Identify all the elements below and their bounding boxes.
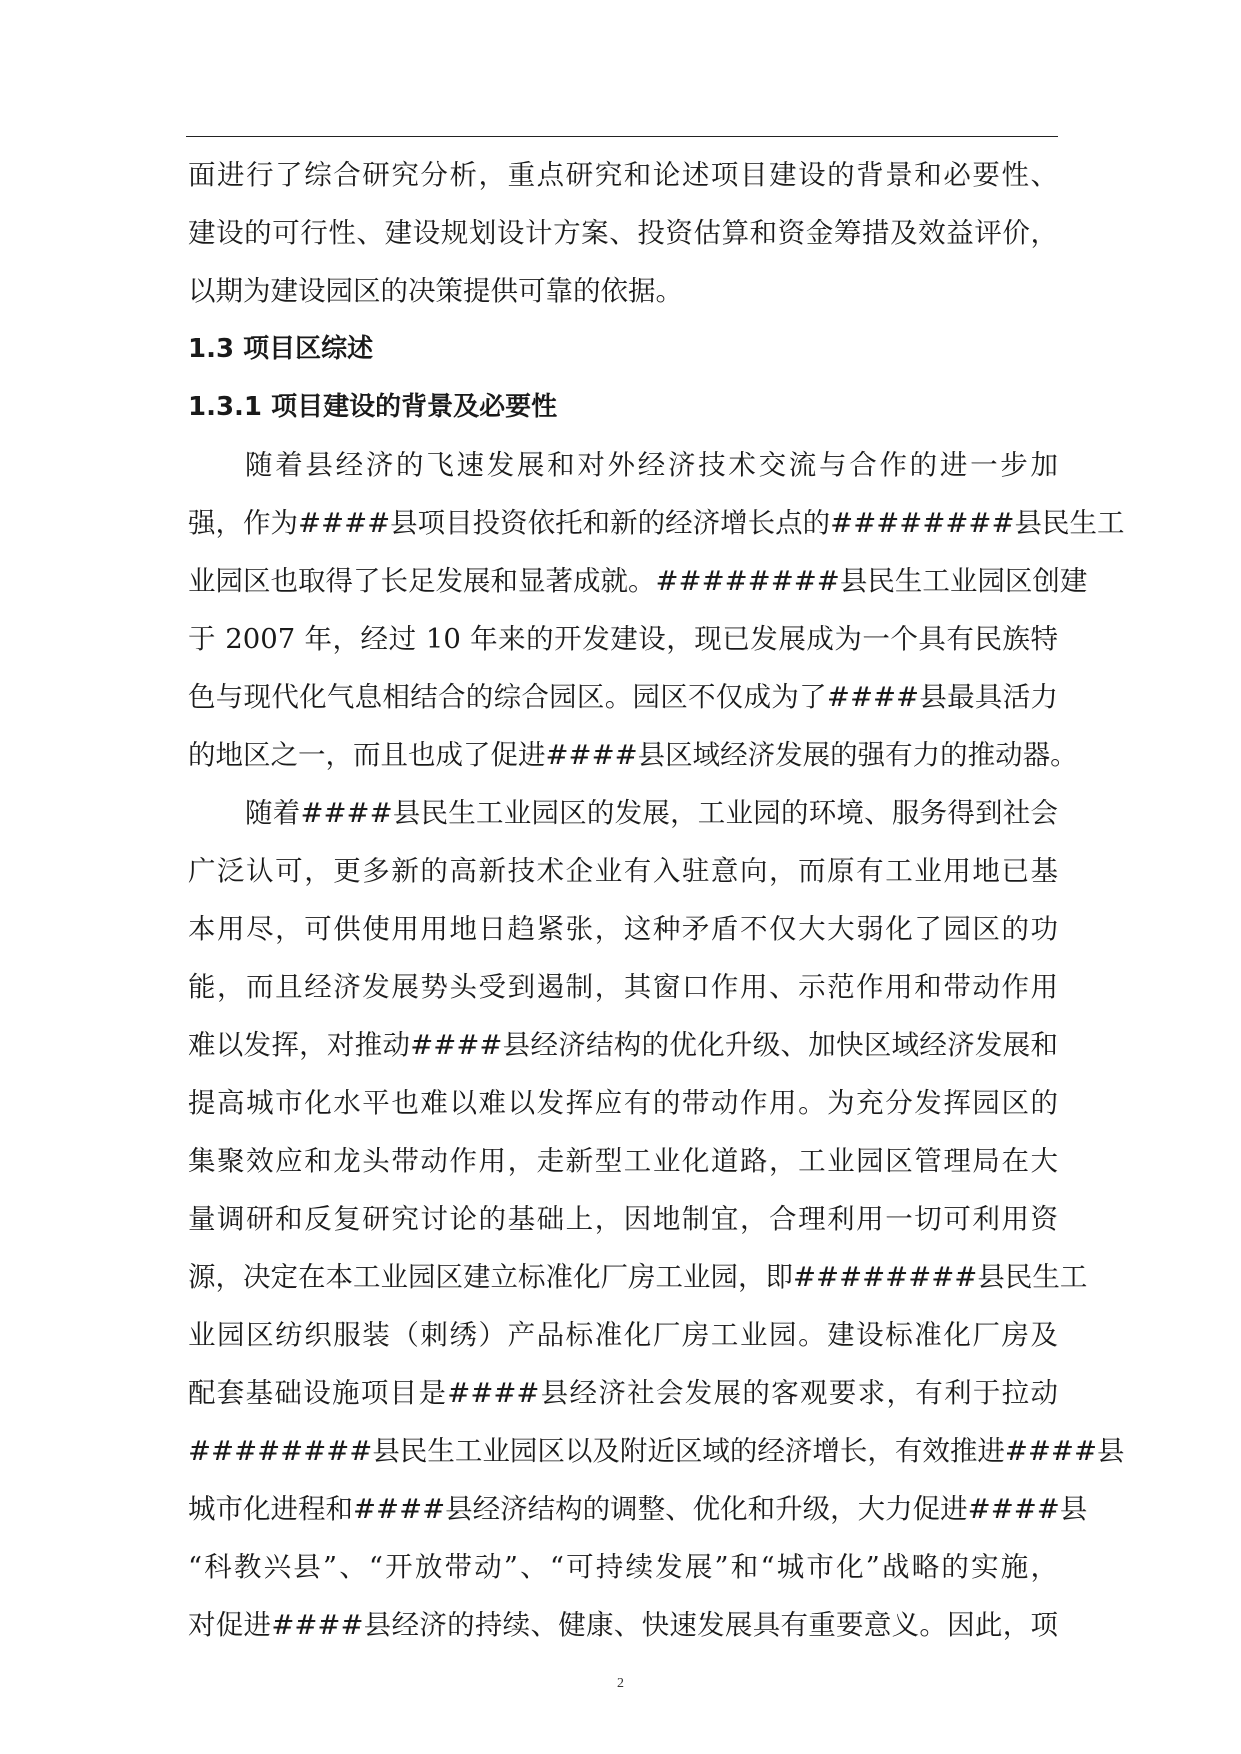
- paragraph-line: 对促进####县经济的持续、健康、快速发展具有重要意义。因此，项: [188, 1609, 1058, 1641]
- page-number: 2: [617, 1676, 624, 1691]
- paragraph-line: 建设的可行性、建设规划设计方案、投资估算和资金筹措及效益评价，: [188, 217, 1058, 249]
- header-rule: [186, 136, 1058, 137]
- paragraph-line: ########县民生工业园区以及附近区域的经济增长，有效推进####县: [188, 1435, 1125, 1467]
- paragraph-line: 随着####县民生工业园区的发展，工业园的环境、服务得到社会: [245, 797, 1058, 829]
- paragraph-line: 难以发挥，对推动####县经济结构的优化升级、加快区域经济发展和: [188, 1029, 1058, 1061]
- paragraph-line: 面进行了综合研究分析，重点研究和论述项目建设的背景和必要性、: [188, 159, 1058, 191]
- paragraph-line: 集聚效应和龙头带动作用，走新型工业化道路，工业园区管理局在大: [188, 1145, 1058, 1177]
- necessity-paragraph: [188, 784, 1125, 1654]
- paragraph-line: 城市化进程和####县经济结构的调整、优化和升级，大力促进####县: [188, 1493, 1088, 1525]
- paragraph-line: 源，决定在本工业园区建立标准化厂房工业园，即########县民生工: [188, 1261, 1088, 1293]
- paragraph-line: 的地区之一，而且也成了促进####县区域经济发展的强有力的推动器。: [188, 739, 1078, 771]
- paragraph-line: 能，而且经济发展势头受到遏制，其窗口作用、示范作用和带动作用: [188, 971, 1058, 1003]
- paragraph-line: 色与现代化气息相结合的综合园区。园区不仅成为了####县最具活力: [188, 681, 1058, 713]
- subsection-heading: 1.3.1 项目建设的背景及必要性: [188, 392, 558, 422]
- paragraph-line: 广泛认可，更多新的高新技术企业有入驻意向，而原有工业用地已基: [188, 855, 1058, 887]
- background-paragraph: [188, 436, 1125, 784]
- paragraph-line: “科教兴县”、“开放带动”、“可持续发展”和“城市化”战略的实施，: [188, 1551, 1058, 1583]
- paragraph-line: 本用尽，可供使用用地日趋紧张，这种矛盾不仅大大弱化了园区的功: [188, 913, 1058, 945]
- paragraph-line: 随着县经济的飞速发展和对外经济技术交流与合作的进一步加: [245, 449, 1058, 481]
- page-body: [188, 146, 1125, 1654]
- paragraph-line: 强，作为####县项目投资依托和新的经济增长点的########县民生工: [188, 507, 1125, 539]
- paragraph-line: 配套基础设施项目是####县经济社会发展的客观要求，有利于拉动: [188, 1377, 1058, 1409]
- paragraph-line: 以期为建设园区的决策提供可靠的依据。: [188, 275, 683, 307]
- paragraph-line: 业园区也取得了长足发展和显著成就。########县民生工业园区创建: [188, 565, 1088, 597]
- paragraph-line: 于 2007 年，经过 10 年来的开发建设，现已发展成为一个具有民族特: [188, 623, 1058, 655]
- section-heading: 1.3 项目区综述: [188, 334, 374, 364]
- paragraph-line: 量调研和反复研究讨论的基础上，因地制宜，合理利用一切可利用资: [188, 1203, 1058, 1235]
- intro-paragraph: [188, 146, 1058, 320]
- paragraph-line: 提高城市化水平也难以难以发挥应有的带动作用。为充分发挥园区的: [188, 1087, 1058, 1119]
- paragraph-line: 业园区纺织服装（刺绣）产品标准化厂房工业园。建设标准化厂房及: [188, 1319, 1058, 1351]
